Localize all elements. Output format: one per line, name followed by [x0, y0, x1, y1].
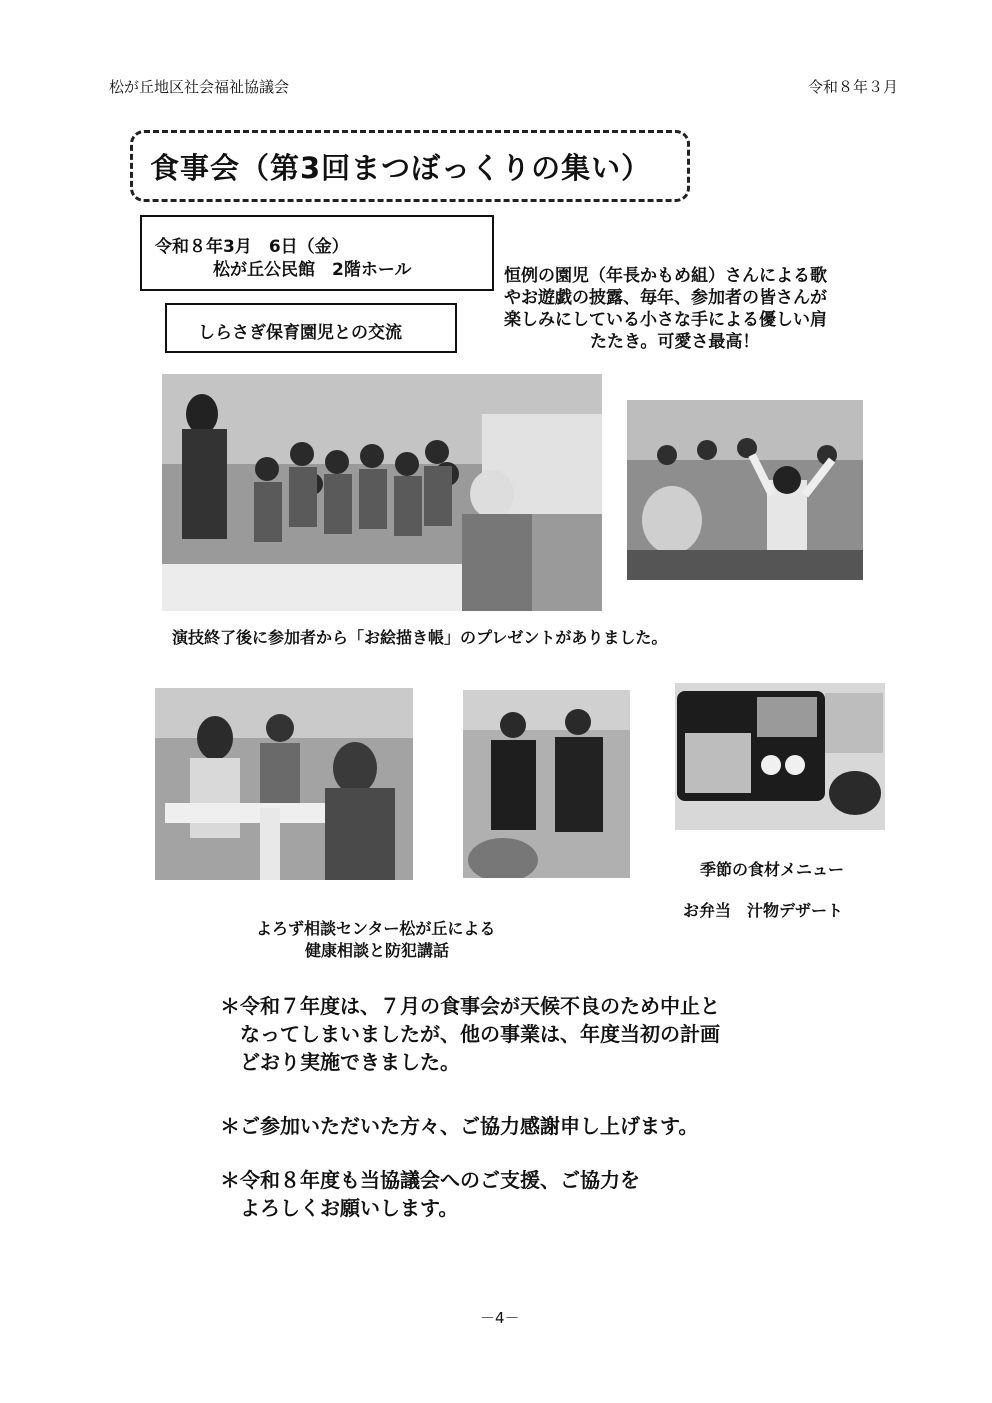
- health-consultation-photo: [155, 688, 413, 880]
- note-3: [220, 1166, 640, 1222]
- note-2: [220, 1112, 698, 1140]
- intro-line: たたき。可愛さ最高！: [590, 332, 760, 352]
- event-place: 松が丘公民館 2階ホール: [213, 260, 412, 280]
- asterisk: ＊: [220, 1168, 240, 1192]
- note-1: [220, 992, 720, 1076]
- page-title: 食事会（第3回まつぼっくりの集い）: [150, 151, 652, 185]
- intro-text: [504, 265, 884, 353]
- intro-line: 楽しみにしている小さな手による優しい肩: [504, 310, 827, 330]
- menu-caption-2: お弁当 汁物デザート: [683, 901, 844, 920]
- consult-caption-2: 健康相談と防犯講話: [305, 941, 450, 960]
- children-performance-photo: [162, 374, 602, 611]
- gift-caption: 演技終了後に参加者から「お絵描き帳」のプレゼントがありました。: [172, 628, 668, 647]
- event-subtitle: しらさぎ保育園児との交流: [198, 323, 402, 343]
- note-line: 令和８年度も当協議会へのご支援、ご協力を: [240, 1168, 640, 1192]
- organization-name: 松が丘地区社会福祉協議会: [109, 78, 290, 96]
- intro-line: やお遊戯の披露、毎年、参加者の皆さんが: [504, 288, 827, 308]
- note-line: ご参加いただいた方々、ご協力感謝申し上げます。: [240, 1114, 699, 1138]
- note-line: なってしまいましたが、他の事業は、年度当初の計画: [240, 1022, 720, 1046]
- note-line: どおり実施できました。: [240, 1050, 460, 1074]
- shoulder-tapping-photo: [627, 400, 863, 580]
- asterisk: ＊: [220, 1114, 240, 1138]
- issue-date: 令和８年３月: [808, 78, 899, 96]
- event-date: 令和８年3月 6日（金）: [155, 237, 349, 257]
- note-line: 令和７年度は、７月の食事会が天候不良のため中止と: [240, 994, 720, 1018]
- asterisk: ＊: [220, 994, 240, 1018]
- menu-caption-1: 季節の食材メニュー: [700, 860, 845, 879]
- consult-caption-1: よろず相談センター松が丘による: [256, 919, 496, 938]
- page-number: －4－: [480, 1309, 520, 1327]
- bento-meal-photo: [675, 683, 885, 830]
- crime-prevention-talk-photo: [463, 690, 630, 878]
- intro-line: 恒例の園児（年長かもめ組）さんによる歌: [504, 266, 827, 286]
- note-line: よろしくお願いします。: [240, 1196, 459, 1220]
